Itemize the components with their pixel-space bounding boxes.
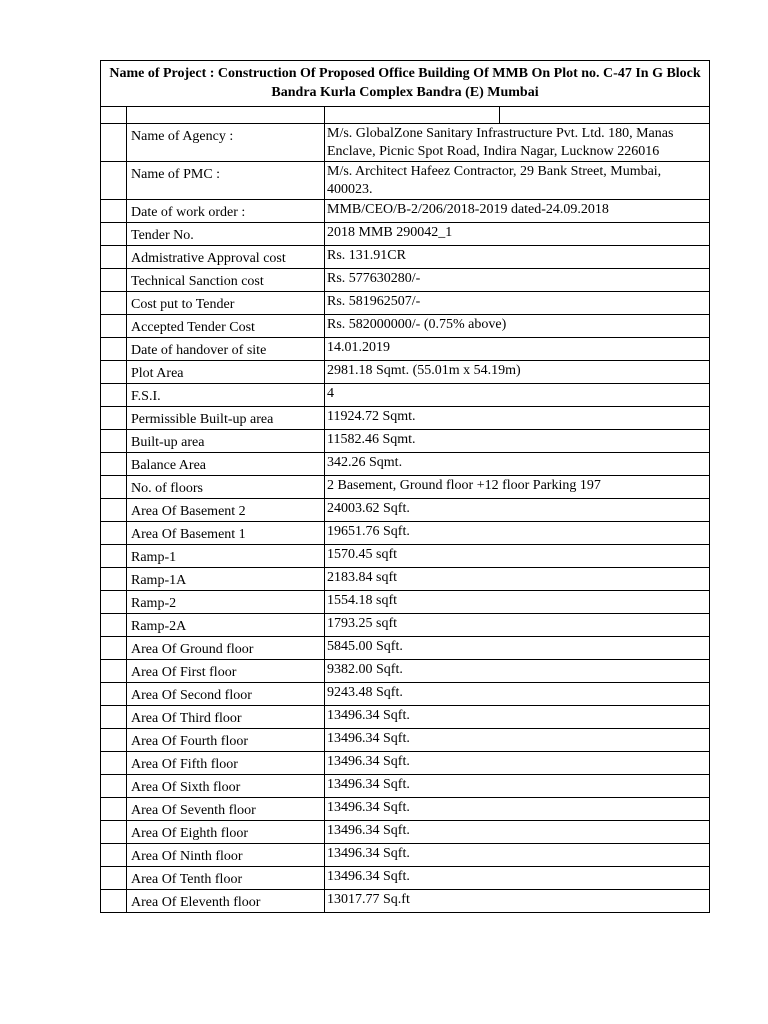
row-value: 2018 MMB 290042_1 — [325, 223, 710, 246]
row-label: Area Of Second floor — [127, 683, 325, 706]
row-label: Area Of Eleventh floor — [127, 890, 325, 913]
table-row — [101, 223, 710, 246]
row-label: Technical Sanction cost — [127, 269, 325, 292]
table-row — [101, 867, 710, 890]
row-value: Rs. 577630280/- — [325, 269, 710, 292]
project-summary-sheet — [100, 60, 709, 913]
row-label: Area Of Third floor — [127, 706, 325, 729]
row-label: Area Of Basement 2 — [127, 499, 325, 522]
row-value: 1570.45 sqft — [325, 545, 710, 568]
row-value: Rs. 131.91CR — [325, 246, 710, 269]
table-row — [101, 752, 710, 775]
row-index-cell — [101, 223, 127, 246]
row-label: Area Of Eighth floor — [127, 821, 325, 844]
row-index-cell — [101, 844, 127, 867]
row-label: Name of Agency : — [127, 124, 325, 162]
project-details-table — [100, 60, 710, 913]
row-value: 1793.25 sqft — [325, 614, 710, 637]
row-value: Rs. 581962507/- — [325, 292, 710, 315]
row-label: Balance Area — [127, 453, 325, 476]
row-value: 13496.34 Sqft. — [325, 867, 710, 890]
row-value: 13496.34 Sqft. — [325, 844, 710, 867]
row-index-cell — [101, 124, 127, 162]
table-row — [101, 683, 710, 706]
table-row — [101, 637, 710, 660]
table-row — [101, 706, 710, 729]
table-row — [101, 660, 710, 683]
table-row — [101, 124, 710, 162]
row-label: Permissible Built-up area — [127, 407, 325, 430]
table-row — [101, 315, 710, 338]
row-index-cell — [101, 890, 127, 913]
row-label: Name of PMC : — [127, 162, 325, 200]
row-value: 342.26 Sqmt. — [325, 453, 710, 476]
empty-cell — [325, 107, 500, 124]
row-label: Cost put to Tender — [127, 292, 325, 315]
row-label: No. of floors — [127, 476, 325, 499]
row-label: Area Of Ninth floor — [127, 844, 325, 867]
row-index-cell — [101, 568, 127, 591]
row-index-cell — [101, 591, 127, 614]
row-value: 2183.84 sqft — [325, 568, 710, 591]
row-index-cell — [101, 614, 127, 637]
table-row — [101, 844, 710, 867]
table-row — [101, 361, 710, 384]
row-value: M/s. Architect Hafeez Contractor, 29 Bank Street, Mumbai, 400023. — [325, 162, 710, 200]
row-index-cell — [101, 752, 127, 775]
row-value: 11924.72 Sqmt. — [325, 407, 710, 430]
row-label: Ramp-1 — [127, 545, 325, 568]
row-value: M/s. GlobalZone Sanitary Infrastructure Pvt. Ltd. 180, Manas Enclave, Picnic Spot Road, Indira Nagar, Lucknow 226016 — [325, 124, 710, 162]
row-label: Ramp-2 — [127, 591, 325, 614]
table-row — [101, 162, 710, 200]
row-index-cell — [101, 453, 127, 476]
row-label: Built-up area — [127, 430, 325, 453]
row-label: Ramp-1A — [127, 568, 325, 591]
empty-cell — [101, 107, 127, 124]
row-value: 13496.34 Sqft. — [325, 706, 710, 729]
row-value: 13496.34 Sqft. — [325, 798, 710, 821]
row-index-cell — [101, 637, 127, 660]
row-index-cell — [101, 361, 127, 384]
table-row — [101, 568, 710, 591]
row-label: Date of work order : — [127, 200, 325, 223]
row-value: 14.01.2019 — [325, 338, 710, 361]
row-label: Accepted Tender Cost — [127, 315, 325, 338]
row-index-cell — [101, 683, 127, 706]
row-value: 13496.34 Sqft. — [325, 821, 710, 844]
row-label: Area Of Ground floor — [127, 637, 325, 660]
row-value: 13496.34 Sqft. — [325, 729, 710, 752]
row-index-cell — [101, 545, 127, 568]
empty-cell — [127, 107, 325, 124]
table-row — [101, 476, 710, 499]
row-index-cell — [101, 246, 127, 269]
row-index-cell — [101, 729, 127, 752]
title-row — [101, 61, 710, 107]
row-label: Area Of Fourth floor — [127, 729, 325, 752]
table-row — [101, 453, 710, 476]
row-index-cell — [101, 269, 127, 292]
row-index-cell — [101, 798, 127, 821]
table-row — [101, 821, 710, 844]
row-index-cell — [101, 522, 127, 545]
row-index-cell — [101, 867, 127, 890]
row-label: Ramp-2A — [127, 614, 325, 637]
row-label: Area Of Tenth floor — [127, 867, 325, 890]
row-value: 5845.00 Sqft. — [325, 637, 710, 660]
row-value: 24003.62 Sqft. — [325, 499, 710, 522]
row-value: Rs. 582000000/- (0.75% above) — [325, 315, 710, 338]
table-row — [101, 522, 710, 545]
row-label: Tender No. — [127, 223, 325, 246]
table-row — [101, 890, 710, 913]
row-label: Area Of Basement 1 — [127, 522, 325, 545]
row-value: 1554.18 sqft — [325, 591, 710, 614]
table-row — [101, 246, 710, 269]
table-row — [101, 338, 710, 361]
table-row — [101, 775, 710, 798]
row-index-cell — [101, 499, 127, 522]
spacer-row — [101, 107, 710, 124]
row-index-cell — [101, 821, 127, 844]
row-value: 9243.48 Sqft. — [325, 683, 710, 706]
row-value: 13496.34 Sqft. — [325, 775, 710, 798]
project-title-line-2: Bandra Kurla Complex Bandra (E) Mumbai — [271, 85, 539, 100]
row-index-cell — [101, 430, 127, 453]
row-label: Area Of Sixth floor — [127, 775, 325, 798]
table-row — [101, 269, 710, 292]
project-title-line-1: Name of Project : Construction Of Proposed Office Building Of MMB On Plot no. C-47 In G Block — [109, 66, 701, 81]
project-title — [101, 61, 710, 107]
table-row — [101, 430, 710, 453]
row-index-cell — [101, 315, 127, 338]
row-index-cell — [101, 706, 127, 729]
row-value: 2 Basement, Ground floor +12 floor Parking 197 — [325, 476, 710, 499]
row-label: F.S.I. — [127, 384, 325, 407]
row-index-cell — [101, 200, 127, 223]
table-row — [101, 729, 710, 752]
row-value: 11582.46 Sqmt. — [325, 430, 710, 453]
row-index-cell — [101, 660, 127, 683]
row-index-cell — [101, 338, 127, 361]
table-row — [101, 407, 710, 430]
table-row — [101, 200, 710, 223]
table-row — [101, 384, 710, 407]
row-label: Area Of Seventh floor — [127, 798, 325, 821]
row-index-cell — [101, 384, 127, 407]
row-value: MMB/CEO/B-2/206/2018-2019 dated-24.09.2018 — [325, 200, 710, 223]
table-row — [101, 545, 710, 568]
row-label: Area Of First floor — [127, 660, 325, 683]
table-row — [101, 591, 710, 614]
row-index-cell — [101, 407, 127, 430]
row-label: Plot Area — [127, 361, 325, 384]
table-row — [101, 614, 710, 637]
row-index-cell — [101, 162, 127, 200]
row-index-cell — [101, 775, 127, 798]
row-value: 13017.77 Sq.ft — [325, 890, 710, 913]
row-value: 13496.34 Sqft. — [325, 752, 710, 775]
row-label: Area Of Fifth floor — [127, 752, 325, 775]
row-index-cell — [101, 292, 127, 315]
table-row — [101, 292, 710, 315]
row-value: 4 — [325, 384, 710, 407]
table-row — [101, 499, 710, 522]
table-row — [101, 798, 710, 821]
row-value: 19651.76 Sqft. — [325, 522, 710, 545]
row-index-cell — [101, 476, 127, 499]
row-value: 9382.00 Sqft. — [325, 660, 710, 683]
empty-cell — [500, 107, 710, 124]
row-value: 2981.18 Sqmt. (55.01m x 54.19m) — [325, 361, 710, 384]
row-label: Date of handover of site — [127, 338, 325, 361]
row-label: Admistrative Approval cost — [127, 246, 325, 269]
